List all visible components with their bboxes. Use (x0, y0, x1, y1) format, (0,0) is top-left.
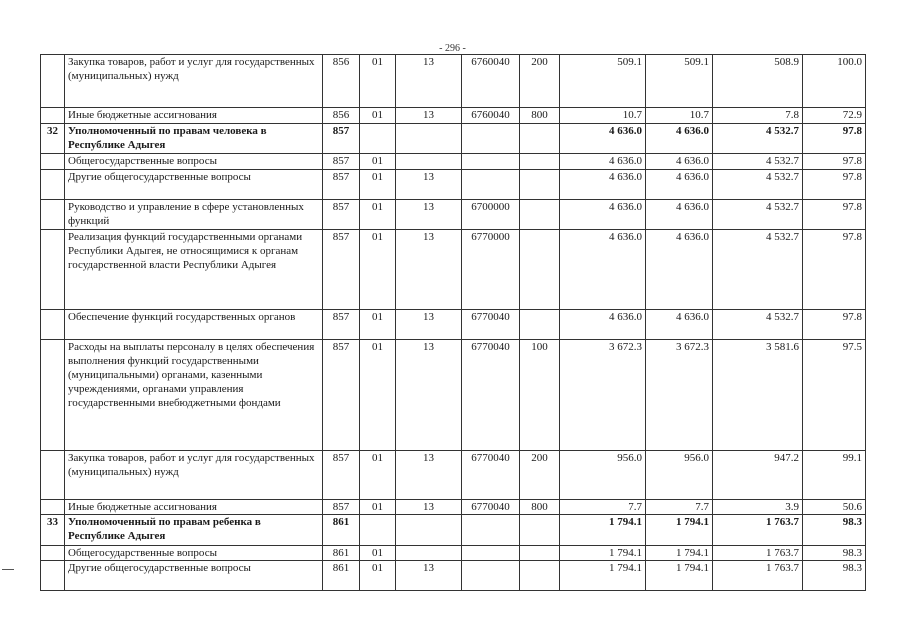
expense-type-code (520, 154, 560, 170)
amount-planned: 4 636.0 (560, 154, 646, 170)
amount-planned: 509.1 (560, 55, 646, 108)
row-number: 32 (41, 124, 65, 154)
expense-type-code (520, 515, 560, 546)
dept-code: 861 (323, 561, 360, 591)
table-row (41, 230, 866, 310)
section-code: 01 (360, 170, 396, 200)
item-name: Обеспечение функций государственных органов (65, 310, 323, 340)
target-article-code: 6700000 (462, 200, 520, 230)
amount-refined: 4 636.0 (646, 230, 713, 310)
amount-refined: 4 636.0 (646, 170, 713, 200)
execution-percent: 97.5 (803, 340, 866, 451)
section-code: 01 (360, 108, 396, 124)
table-row (41, 340, 866, 451)
amount-planned: 10.7 (560, 108, 646, 124)
table-row (41, 546, 866, 561)
table-row (41, 55, 866, 108)
amount-executed: 4 532.7 (713, 200, 803, 230)
subsection-code: 13 (396, 500, 462, 515)
row-number (41, 310, 65, 340)
table-row (41, 451, 866, 500)
dept-code: 856 (323, 108, 360, 124)
execution-percent: 98.3 (803, 546, 866, 561)
target-article-code: 6770000 (462, 230, 520, 310)
amount-executed: 508.9 (713, 55, 803, 108)
execution-percent: 72.9 (803, 108, 866, 124)
expense-type-code (520, 170, 560, 200)
amount-executed: 3 581.6 (713, 340, 803, 451)
expense-type-code: 100 (520, 340, 560, 451)
dept-code: 861 (323, 515, 360, 546)
target-article-code (462, 561, 520, 591)
amount-planned: 956.0 (560, 451, 646, 500)
table-row (41, 200, 866, 230)
subsection-code (396, 124, 462, 154)
amount-refined: 956.0 (646, 451, 713, 500)
dept-code: 857 (323, 310, 360, 340)
execution-percent: 99.1 (803, 451, 866, 500)
section-code: 01 (360, 310, 396, 340)
dept-code: 857 (323, 200, 360, 230)
amount-planned: 4 636.0 (560, 124, 646, 154)
amount-planned: 3 672.3 (560, 340, 646, 451)
amount-planned: 1 794.1 (560, 546, 646, 561)
amount-planned: 4 636.0 (560, 170, 646, 200)
row-number (41, 200, 65, 230)
table-row (41, 561, 866, 591)
target-article-code (462, 124, 520, 154)
dept-code: 856 (323, 55, 360, 108)
section-code: 01 (360, 500, 396, 515)
execution-percent: 97.8 (803, 230, 866, 310)
row-number (41, 230, 65, 310)
section-code: 01 (360, 340, 396, 451)
amount-refined: 10.7 (646, 108, 713, 124)
amount-refined: 1 794.1 (646, 561, 713, 591)
budget-table (40, 54, 866, 591)
section-code: 01 (360, 55, 396, 108)
section-code: 01 (360, 154, 396, 170)
target-article-code: 6770040 (462, 451, 520, 500)
subsection-code (396, 546, 462, 561)
amount-executed: 4 532.7 (713, 310, 803, 340)
row-number (41, 500, 65, 515)
dept-code: 857 (323, 124, 360, 154)
target-article-code: 6760040 (462, 55, 520, 108)
item-name: Уполномоченный по правам ребенка в Республике Адыгея (65, 515, 323, 546)
amount-refined: 509.1 (646, 55, 713, 108)
row-number (41, 170, 65, 200)
execution-percent: 100.0 (803, 55, 866, 108)
item-name: Иные бюджетные ассигнования (65, 108, 323, 124)
amount-executed: 3.9 (713, 500, 803, 515)
expense-type-code: 200 (520, 55, 560, 108)
execution-percent: 97.8 (803, 124, 866, 154)
amount-executed: 7.8 (713, 108, 803, 124)
dept-code: 857 (323, 230, 360, 310)
subsection-code: 13 (396, 451, 462, 500)
item-name: Иные бюджетные ассигнования (65, 500, 323, 515)
subsection-code: 13 (396, 340, 462, 451)
execution-percent: 97.8 (803, 170, 866, 200)
table-row (41, 515, 866, 546)
execution-percent: 98.3 (803, 561, 866, 591)
amount-executed: 1 763.7 (713, 561, 803, 591)
row-number (41, 546, 65, 561)
table-row (41, 124, 866, 154)
amount-executed: 4 532.7 (713, 154, 803, 170)
execution-percent: 50.6 (803, 500, 866, 515)
table-row (41, 170, 866, 200)
item-name: Уполномоченный по правам человека в Республике Адыгея (65, 124, 323, 154)
expense-type-code (520, 310, 560, 340)
amount-planned: 1 794.1 (560, 561, 646, 591)
section-code: 01 (360, 200, 396, 230)
expense-type-code: 200 (520, 451, 560, 500)
expense-type-code (520, 124, 560, 154)
section-code: 01 (360, 546, 396, 561)
amount-refined: 4 636.0 (646, 154, 713, 170)
amount-planned: 4 636.0 (560, 310, 646, 340)
amount-refined: 7.7 (646, 500, 713, 515)
target-article-code: 6770040 (462, 500, 520, 515)
row-number: 33 (41, 515, 65, 546)
table-row (41, 310, 866, 340)
subsection-code: 13 (396, 55, 462, 108)
expense-type-code: 800 (520, 500, 560, 515)
row-number (41, 561, 65, 591)
page-number: - 296 - (439, 43, 466, 54)
section-code: 01 (360, 561, 396, 591)
subsection-code: 13 (396, 108, 462, 124)
amount-refined: 1 794.1 (646, 515, 713, 546)
table-row (41, 108, 866, 124)
amount-planned: 4 636.0 (560, 230, 646, 310)
section-code (360, 124, 396, 154)
section-code: 01 (360, 230, 396, 310)
item-name: Закупка товаров, работ и услуг для государственных (муниципальных) нужд (65, 55, 323, 108)
amount-executed: 4 532.7 (713, 170, 803, 200)
item-name: Расходы на выплаты персоналу в целях обеспечения выполнения функций государственными (муниципальными) органами, казенными учреждениями, органами управления государственными внебюджетными фондами (65, 340, 323, 451)
dept-code: 857 (323, 500, 360, 515)
amount-executed: 1 763.7 (713, 515, 803, 546)
expense-type-code (520, 200, 560, 230)
subsection-code (396, 515, 462, 546)
amount-executed: 947.2 (713, 451, 803, 500)
dept-code: 857 (323, 170, 360, 200)
target-article-code (462, 515, 520, 546)
subsection-code: 13 (396, 561, 462, 591)
table-row (41, 500, 866, 515)
amount-planned: 7.7 (560, 500, 646, 515)
subsection-code: 13 (396, 310, 462, 340)
subsection-code (396, 154, 462, 170)
item-name: Общегосударственные вопросы (65, 154, 323, 170)
dept-code: 857 (323, 340, 360, 451)
item-name: Другие общегосударственные вопросы (65, 170, 323, 200)
expense-type-code: 800 (520, 108, 560, 124)
amount-executed: 4 532.7 (713, 230, 803, 310)
item-name: Реализация функций государственными органами Республики Адыгея, не относящимися к органам государственной власти Республики Адыгея (65, 230, 323, 310)
row-number (41, 154, 65, 170)
dept-code: 861 (323, 546, 360, 561)
target-article-code (462, 170, 520, 200)
target-article-code (462, 154, 520, 170)
dept-code: 857 (323, 451, 360, 500)
row-number (41, 55, 65, 108)
amount-executed: 4 532.7 (713, 124, 803, 154)
subsection-code: 13 (396, 170, 462, 200)
execution-percent: 98.3 (803, 515, 866, 546)
expense-type-code (520, 230, 560, 310)
amount-refined: 1 794.1 (646, 546, 713, 561)
amount-refined: 4 636.0 (646, 200, 713, 230)
target-article-code: 6760040 (462, 108, 520, 124)
item-name: Другие общегосударственные вопросы (65, 561, 323, 591)
budget-rows (41, 55, 866, 591)
subsection-code: 13 (396, 200, 462, 230)
item-name: Закупка товаров, работ и услуг для государственных (муниципальных) нужд (65, 451, 323, 500)
target-article-code: 6770040 (462, 340, 520, 451)
expense-type-code (520, 561, 560, 591)
amount-planned: 1 794.1 (560, 515, 646, 546)
amount-refined: 4 636.0 (646, 124, 713, 154)
amount-refined: 3 672.3 (646, 340, 713, 451)
execution-percent: 97.8 (803, 154, 866, 170)
item-name: Руководство и управление в сфере установленных функций (65, 200, 323, 230)
amount-executed: 1 763.7 (713, 546, 803, 561)
margin-mark (2, 569, 14, 570)
item-name: Общегосударственные вопросы (65, 546, 323, 561)
target-article-code: 6770040 (462, 310, 520, 340)
execution-percent: 97.8 (803, 200, 866, 230)
row-number (41, 451, 65, 500)
target-article-code (462, 546, 520, 561)
row-number (41, 108, 65, 124)
subsection-code: 13 (396, 230, 462, 310)
dept-code: 857 (323, 154, 360, 170)
amount-planned: 4 636.0 (560, 200, 646, 230)
section-code (360, 515, 396, 546)
section-code: 01 (360, 451, 396, 500)
row-number (41, 340, 65, 451)
table-row (41, 154, 866, 170)
execution-percent: 97.8 (803, 310, 866, 340)
amount-refined: 4 636.0 (646, 310, 713, 340)
expense-type-code (520, 546, 560, 561)
